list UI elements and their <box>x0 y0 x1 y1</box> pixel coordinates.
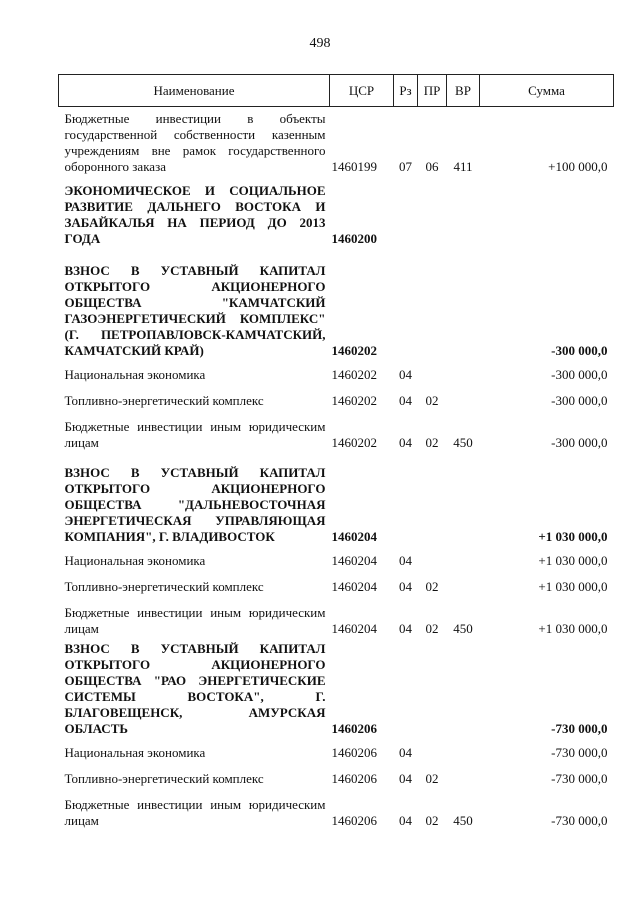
row-vr: 450 <box>453 434 473 450</box>
header-vr: ВР <box>447 75 480 107</box>
row-pr: 02 <box>425 392 439 408</box>
table-row <box>59 175 614 247</box>
header-csr: ЦСР <box>330 75 394 107</box>
row-csr: 1460206 <box>331 720 377 736</box>
table-row <box>59 737 614 761</box>
row-name: ВЗНОС В УСТАВНЫЙ КАПИТАЛ ОТКРЫТОГО АКЦИОНЕРНОГО ОБЩЕСТВА "КАМЧАТСКИЙ ГАЗОЭНЕРГЕТИЧЕСКИЙ КОМПЛЕКС" (Г. ПЕТРОПАВЛОВСК-КАМЧАТСКИЙ, КАМЧАТСКИЙ КРАЙ) <box>64 262 326 358</box>
row-csr: 1460206 <box>331 770 377 786</box>
row-rz: 04 <box>399 434 412 450</box>
table-row <box>59 545 614 569</box>
row-rz: 04 <box>399 812 412 828</box>
row-rz <box>394 247 418 359</box>
row-name: Бюджетные инвестиции иным юридическим лицам <box>64 418 326 450</box>
row-name: Национальная экономика <box>64 366 206 382</box>
table-row <box>59 569 614 595</box>
row-sum: -300 000,0 <box>551 366 608 382</box>
header-rz: Рз <box>394 75 418 107</box>
row-vr: 450 <box>453 812 473 828</box>
row-sum: -300 000,0 <box>551 342 608 358</box>
row-name: Топливно-энергетический комплекс <box>64 578 264 594</box>
row-csr: 1460204 <box>331 620 377 636</box>
row-rz <box>394 175 418 247</box>
budget-table <box>58 74 614 829</box>
row-rz: 04 <box>399 366 412 382</box>
row-vr <box>447 737 480 761</box>
row-name: Топливно-энергетический комплекс <box>64 392 264 408</box>
row-csr: 1460202 <box>331 366 377 382</box>
table-row <box>59 637 614 737</box>
row-pr <box>418 175 447 247</box>
row-sum: +1 030 000,0 <box>538 528 608 544</box>
row-rz: 04 <box>399 552 412 568</box>
row-vr <box>447 451 480 545</box>
row-vr: 450 <box>453 620 473 636</box>
row-rz: 04 <box>399 392 412 408</box>
row-vr <box>447 175 480 247</box>
row-name: Бюджетные инвестиции иным юридическим лицам <box>64 796 326 828</box>
row-csr: 1460200 <box>331 230 377 246</box>
row-sum: -730 000,0 <box>551 720 608 736</box>
table-row <box>59 761 614 787</box>
table-row <box>59 383 614 409</box>
row-vr <box>447 569 480 595</box>
row-sum: -300 000,0 <box>551 434 608 450</box>
row-vr <box>447 247 480 359</box>
table-row <box>59 247 614 359</box>
row-sum: +100 000,0 <box>548 158 608 174</box>
row-pr <box>418 451 447 545</box>
row-name: Бюджетные инвестиции иным юридическим лицам <box>64 604 326 636</box>
row-pr <box>418 737 447 761</box>
row-sum: +1 030 000,0 <box>538 620 608 636</box>
table-header-row <box>59 75 614 107</box>
header-sum: Сумма <box>480 75 614 107</box>
row-name: Бюджетные инвестиции в объекты государственной собственности казенным учреждениям вне рамок государственного оборонного заказа <box>64 110 326 174</box>
row-name: Национальная экономика <box>64 744 206 760</box>
table-row <box>59 409 614 451</box>
header-name: Наименование <box>59 75 330 107</box>
row-csr: 1460199 <box>331 158 377 174</box>
row-name: Национальная экономика <box>64 552 206 568</box>
row-pr: 02 <box>425 770 439 786</box>
row-pr <box>418 247 447 359</box>
row-vr: 411 <box>453 158 473 174</box>
row-rz: 04 <box>399 770 412 786</box>
row-vr <box>447 637 480 737</box>
row-csr: 1460206 <box>331 744 377 760</box>
row-pr <box>418 545 447 569</box>
page-number: 498 <box>309 36 331 51</box>
row-rz: 07 <box>399 158 412 174</box>
row-sum: -300 000,0 <box>551 392 608 408</box>
header-pr: ПР <box>418 75 447 107</box>
row-vr <box>447 359 480 383</box>
row-sum: +1 030 000,0 <box>538 552 608 568</box>
row-pr <box>418 637 447 737</box>
table-row <box>59 107 614 175</box>
row-sum: -730 000,0 <box>551 744 608 760</box>
row-csr: 1460204 <box>331 552 377 568</box>
table-row <box>59 787 614 829</box>
row-csr: 1460202 <box>331 434 377 450</box>
row-pr: 06 <box>425 158 439 174</box>
row-vr <box>447 761 480 787</box>
row-pr <box>418 359 447 383</box>
row-rz: 04 <box>399 578 412 594</box>
row-sum: +1 030 000,0 <box>538 578 608 594</box>
row-csr: 1460204 <box>331 528 377 544</box>
row-name: Топливно-энергетический комплекс <box>64 770 264 786</box>
row-rz <box>394 637 418 737</box>
table-row <box>59 451 614 545</box>
row-sum <box>480 175 614 247</box>
row-vr <box>447 545 480 569</box>
row-name: ВЗНОС В УСТАВНЫЙ КАПИТАЛ ОТКРЫТОГО АКЦИОНЕРНОГО ОБЩЕСТВА "ДАЛЬНЕВОСТОЧНАЯ ЭНЕРГЕТИЧЕСКАЯ УПРАВЛЯЮЩАЯ КОМПАНИЯ", Г. ВЛАДИВОСТОК <box>64 464 326 544</box>
row-rz <box>394 451 418 545</box>
table-row <box>59 595 614 637</box>
row-pr: 02 <box>425 812 439 828</box>
row-sum: -730 000,0 <box>551 770 608 786</box>
row-name: ВЗНОС В УСТАВНЫЙ КАПИТАЛ ОТКРЫТОГО АКЦИОНЕРНОГО ОБЩЕСТВА "РАО ЭНЕРГЕТИЧЕСКИЕ СИСТЕМЫ ВОСТОКА", Г. БЛАГОВЕЩЕНСК, АМУРСКАЯ ОБЛАСТЬ <box>64 640 326 736</box>
table-row <box>59 359 614 383</box>
row-csr: 1460204 <box>331 578 377 594</box>
row-pr: 02 <box>425 620 439 636</box>
row-csr: 1460202 <box>331 342 377 358</box>
row-sum: -730 000,0 <box>551 812 608 828</box>
row-csr: 1460206 <box>331 812 377 828</box>
row-name: ЭКОНОМИЧЕСКОЕ И СОЦИАЛЬНОЕ РАЗВИТИЕ ДАЛЬНЕГО ВОСТОКА И ЗАБАЙКАЛЬЯ НА ПЕРИОД ДО 2013 ГОДА <box>64 182 326 246</box>
row-pr: 02 <box>425 434 439 450</box>
row-vr <box>447 383 480 409</box>
row-rz: 04 <box>399 620 412 636</box>
row-rz: 04 <box>399 744 412 760</box>
row-csr: 1460202 <box>331 392 377 408</box>
row-pr: 02 <box>425 578 439 594</box>
